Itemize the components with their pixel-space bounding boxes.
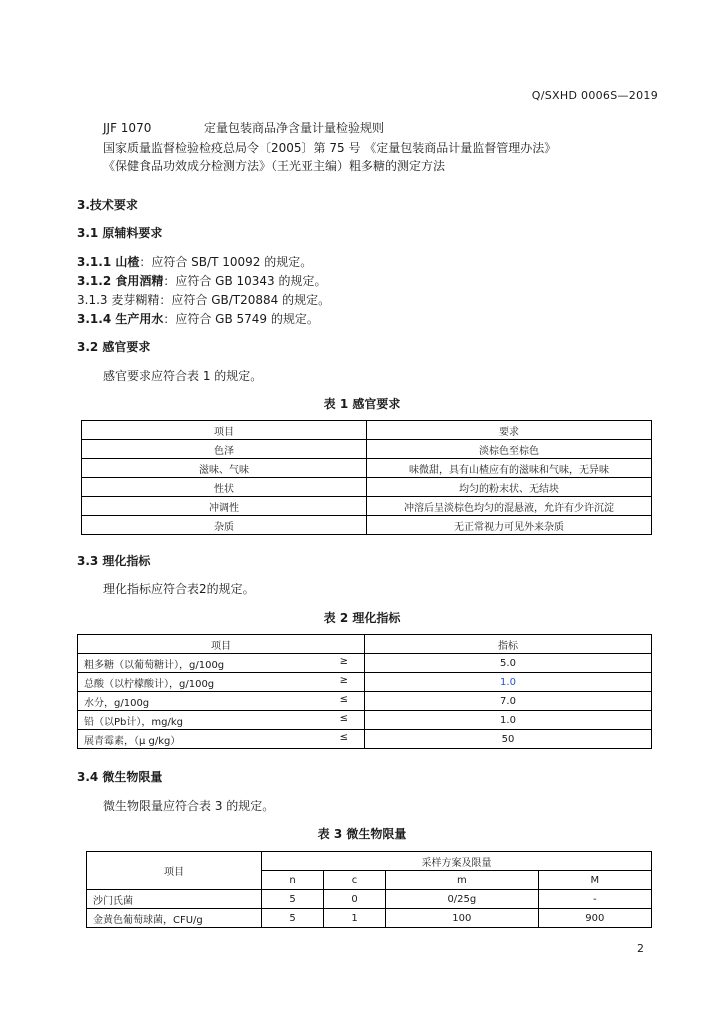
sensory-table [81, 420, 652, 535]
section-heading: 3.1 原辅料要求 [77, 226, 163, 240]
indicator-name: 展青霉素，（μ g/kg） [84, 735, 181, 747]
table-header: 项目 [82, 421, 367, 440]
table-header: m [386, 871, 539, 890]
section-heading: 3.3 理化指标 [77, 554, 151, 568]
reference-line [103, 139, 556, 156]
table-cell: 7.0 [365, 692, 652, 711]
microbial-table [86, 851, 652, 928]
reference-title: 《保健食品功效成分检测方法》（王光亚主编）粗多糖的测定方法 [103, 159, 446, 173]
table-header: 指标 [365, 635, 652, 654]
table-cell: 5.0 [365, 654, 652, 673]
requirement-item [77, 253, 312, 270]
table-cell: 色泽 [82, 440, 367, 459]
document-code: Q/SXHD 0006S—2019 [531, 89, 658, 102]
table-header: 采样方案及限量 [262, 852, 652, 871]
table-caption: 表 3 微生物限量 [317, 827, 407, 841]
reference-title: 定量包装商品净含量计量检验规则 [204, 121, 385, 135]
item-name: 山楂 [115, 255, 140, 269]
physicochemical-table [77, 634, 652, 749]
table-cell: 性状 [82, 478, 367, 497]
paragraph: 理化指标应符合表2的规定。 [103, 582, 255, 596]
table-cell: 冲溶后呈淡棕色均匀的混悬液，允许有少许沉淀 [367, 497, 652, 516]
table-row [78, 654, 652, 673]
item-number: 3.1.3 [77, 293, 112, 307]
section-heading: 3.4 微生物限量 [77, 770, 163, 784]
item-name: 生产用水 [115, 312, 164, 326]
table-row [82, 459, 652, 478]
table-header: 项目 [87, 852, 262, 890]
item-number: 3.1.1 [77, 255, 116, 269]
table-row [78, 730, 652, 749]
item-text: ：应符合 GB/T20884 的规定。 [159, 293, 331, 307]
section-heading: 3.技术要求 [77, 198, 138, 212]
table-caption: 表 1 感官要求 [323, 397, 401, 411]
table-row [82, 478, 652, 497]
table-cell [78, 673, 365, 692]
indicator-name: 总酸（以柠檬酸计），g/100g [84, 678, 215, 690]
item-number: 3.1.4 [77, 312, 116, 326]
table-header-row [78, 635, 652, 654]
item-name: 食用酒精 [115, 274, 164, 288]
table-cell: 滋味、气味 [82, 459, 367, 478]
table-row [82, 497, 652, 516]
requirement-item [77, 291, 330, 308]
table-cell: 50 [365, 730, 652, 749]
table-cell: 杂质 [82, 516, 367, 535]
table-cell: 味微甜，具有山楂应有的滋味和气味，无异味 [367, 459, 652, 478]
table-cell: 5 [262, 909, 324, 928]
comparison-symbol: ≤ [339, 712, 348, 724]
page-number: 2 [637, 942, 644, 955]
paragraph: 微生物限量应符合表 3 的规定。 [103, 799, 275, 813]
table-header-row [82, 421, 652, 440]
table-cell: 1.0 [365, 673, 652, 692]
requirement-item [77, 272, 327, 289]
comparison-symbol: ≤ [339, 693, 348, 705]
table-cell: 1.0 [365, 711, 652, 730]
table-cell: 100 [386, 909, 539, 928]
table-cell: 0 [324, 890, 386, 909]
table-cell: 金黄色葡萄球菌，CFU/g [87, 909, 262, 928]
table-cell: 5 [262, 890, 324, 909]
table-row [82, 516, 652, 535]
table-row [78, 692, 652, 711]
table-header: c [324, 871, 386, 890]
table-cell: 900 [538, 909, 651, 928]
table-cell: 冲调性 [82, 497, 367, 516]
reference-title: 国家质量监督检验检疫总局令〔2005〕第 75 号 《定量包装商品计量监督管理办法》 [103, 141, 557, 155]
table-cell [78, 711, 365, 730]
comparison-symbol: ≥ [339, 674, 348, 686]
table-header: 要求 [367, 421, 652, 440]
reference-line [103, 157, 445, 174]
table-header-row [87, 852, 652, 871]
reference-code: JJF 1070 [103, 121, 152, 135]
table-cell: 无正常视力可见外来杂质 [367, 516, 652, 535]
section-heading: 3.2 感官要求 [77, 340, 151, 354]
reference-line [103, 119, 384, 136]
comparison-symbol: ≥ [339, 655, 348, 667]
table-cell: 1 [324, 909, 386, 928]
indicator-name: 铅（以Pb计），mg/kg [84, 716, 183, 728]
table-row [82, 440, 652, 459]
table-row [87, 909, 652, 928]
table-cell: 淡棕色至棕色 [367, 440, 652, 459]
item-text: ：应符合 SB/T 10092 的规定。 [139, 255, 313, 269]
table-cell: 沙门氏菌 [87, 890, 262, 909]
table-header: M [538, 871, 651, 890]
table-cell: 0/25g [386, 890, 539, 909]
table-row [78, 711, 652, 730]
item-text: ：应符合 GB 5749 的规定。 [163, 312, 319, 326]
table-header: n [262, 871, 324, 890]
paragraph: 感官要求应符合表 1 的规定。 [103, 369, 263, 383]
table-cell [78, 654, 365, 673]
table-row [87, 890, 652, 909]
indicator-name: 粗多糖（以葡萄糖计），g/100g [84, 659, 225, 671]
item-number: 3.1.2 [77, 274, 116, 288]
table-cell: 均匀的粉末状、无结块 [367, 478, 652, 497]
table-row [78, 673, 652, 692]
indicator-name: 水分，g/100g [84, 697, 150, 709]
table-cell [78, 692, 365, 711]
item-name: 麦芽糊精 [111, 293, 160, 307]
table-cell [78, 730, 365, 749]
table-header: 项目 [78, 635, 365, 654]
table-cell: - [538, 890, 651, 909]
requirement-item [77, 310, 319, 327]
table-caption: 表 2 理化指标 [323, 611, 401, 625]
item-text: ：应符合 GB 10343 的规定。 [163, 274, 327, 288]
comparison-symbol: ≤ [339, 731, 348, 743]
